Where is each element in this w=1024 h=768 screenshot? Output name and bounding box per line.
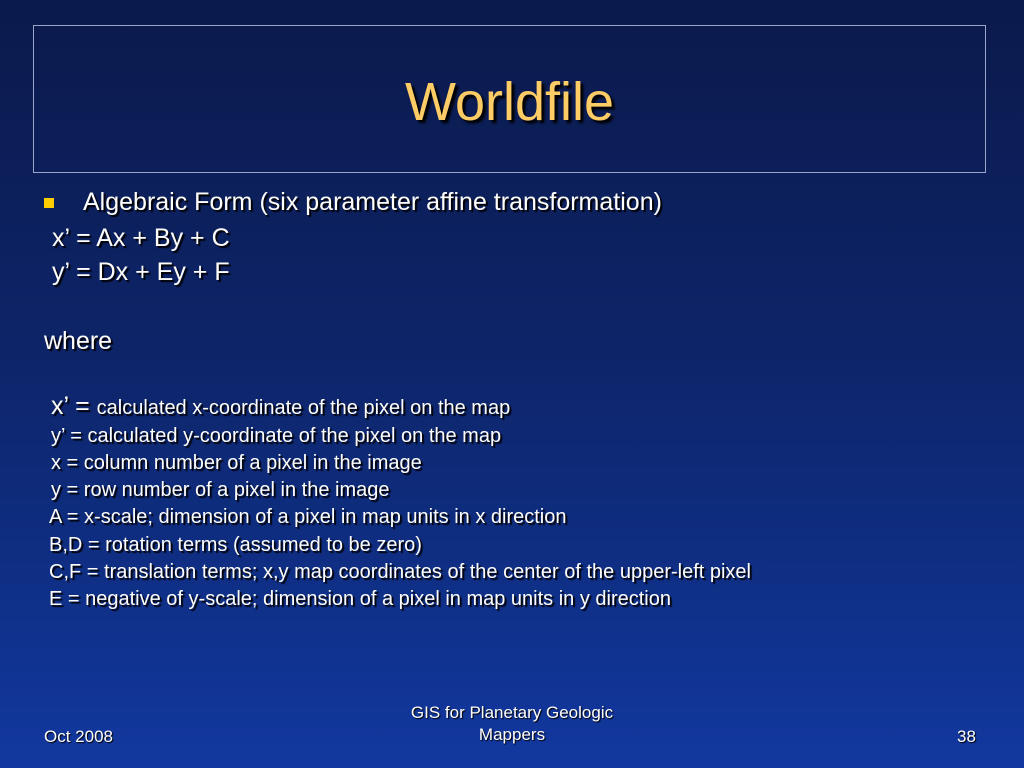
definition-x-prime	[51, 392, 510, 421]
footer-title	[362, 702, 662, 746]
definition-y: y = row number of a pixel in the image	[51, 479, 390, 501]
bullet-square-icon	[44, 198, 54, 208]
equation-y: y’ = Dx + Ey + F	[52, 258, 230, 286]
bullet-text: Algebraic Form (six parameter affine transformation)	[83, 188, 662, 216]
slide-title: Worldfile	[404, 72, 615, 132]
footer-title-line1: GIS for Planetary Geologic	[410, 703, 614, 722]
footer-date: Oct 2008	[44, 727, 113, 746]
title-box	[33, 25, 986, 173]
definition-a: A = x-scale; dimension of a pixel in map units in x direction	[49, 506, 567, 528]
definition-cf: C,F = translation terms; x,y map coordinates of the center of the upper-left pixel	[49, 561, 752, 583]
where-label: where	[44, 327, 113, 355]
definition-text: calculated x-coordinate of the pixel on the map	[96, 397, 511, 419]
definition-bd: B,D = rotation terms (assumed to be zero)	[49, 534, 422, 556]
equation-x: x’ = Ax + By + C	[52, 224, 230, 252]
definition-lead: x’ =	[51, 392, 97, 420]
footer-title-line2: Mappers	[478, 725, 546, 744]
page-number: 38	[957, 727, 976, 746]
definition-x: x = column number of a pixel in the image	[51, 452, 422, 474]
definition-y-prime: y’ = calculated y-coordinate of the pixel on the map	[51, 425, 502, 447]
definition-e: E = negative of y-scale; dimension of a pixel in map units in y direction	[49, 588, 671, 610]
